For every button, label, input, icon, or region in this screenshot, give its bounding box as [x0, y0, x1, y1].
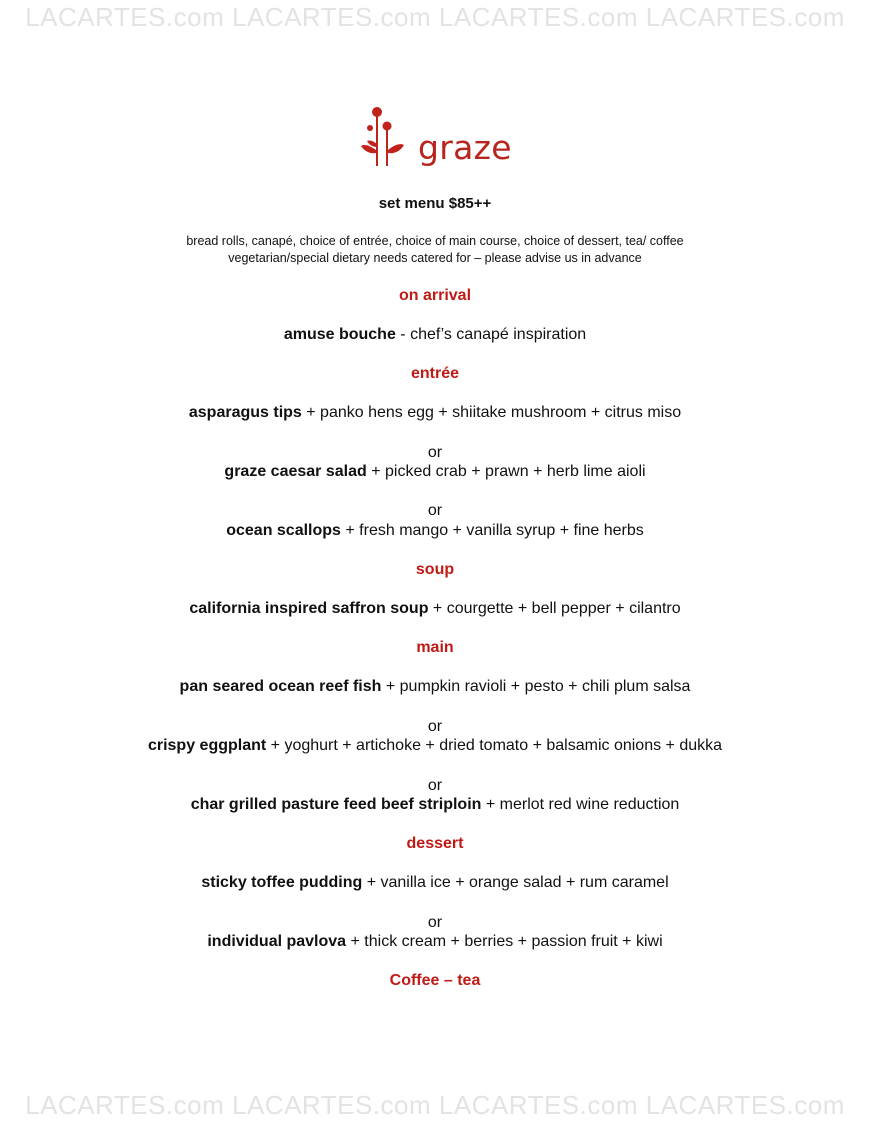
section-heading-main: main — [416, 639, 454, 656]
section-heading-coffee-tea: Coffee – tea — [389, 972, 481, 989]
dish-desc: + yoghurt + artichoke + dried tomato + balsamic onions + dukka — [266, 737, 723, 754]
dish-saffron-soup — [0, 600, 870, 618]
watermark-top: LACARTES.com LACARTES.com LACARTES.com LACARTES.com — [25, 2, 845, 32]
intro-line-2: vegetarian/special dietary needs catered for – please advise us in advance — [228, 251, 642, 265]
dish-beef-striploin — [0, 796, 870, 814]
dish-name: graze caesar salad — [224, 463, 367, 480]
dish-crispy-eggplant — [0, 737, 870, 755]
or-separator: or — [427, 502, 443, 519]
or-separator: or — [427, 914, 443, 931]
dish-name: pan seared ocean reef fish — [179, 678, 382, 695]
dish-desc: + courgette + bell pepper + cilantro — [428, 600, 681, 617]
section-heading-dessert: dessert — [406, 835, 464, 852]
intro-line-1: bread rolls, canapé, choice of entrée, choice of main course, choice of dessert, tea/ coffee — [186, 234, 684, 248]
dish-asparagus-tips — [0, 404, 870, 422]
dish-amuse-bouche — [0, 326, 870, 344]
dish-sticky-toffee-pudding — [0, 874, 870, 892]
graze-logo — [355, 100, 515, 175]
dish-desc: + thick cream + berries + passion fruit + kiwi — [346, 933, 663, 950]
section-heading-entree: entrée — [410, 365, 460, 382]
dish-name: individual pavlova — [207, 933, 347, 950]
menu-title: set menu $85++ — [378, 195, 492, 212]
dish-desc: + panko hens egg + shiitake mushroom + citrus miso — [301, 404, 682, 421]
dish-desc: + picked crab + prawn + herb lime aioli — [366, 463, 646, 480]
watermark-bottom: LACARTES.com LACARTES.com LACARTES.com LACARTES.com — [25, 1090, 845, 1120]
dish-name: amuse bouche — [283, 326, 396, 343]
dish-individual-pavlova — [0, 933, 870, 951]
or-separator: or — [427, 777, 443, 794]
dish-desc: + merlot red wine reduction — [481, 796, 680, 813]
dish-name: char grilled pasture feed beef striploin — [190, 796, 482, 813]
dish-name: ocean scallops — [226, 522, 341, 539]
dish-desc: + fresh mango + vanilla syrup + fine herbs — [340, 522, 644, 539]
or-separator: or — [427, 444, 443, 461]
dish-name: asparagus tips — [188, 404, 302, 421]
section-heading-arrival: on arrival — [398, 287, 472, 304]
or-separator: or — [427, 718, 443, 735]
dish-desc: + vanilla ice + orange salad + rum caramel — [362, 874, 669, 891]
dish-graze-caesar-salad — [0, 463, 870, 481]
dish-ocean-reef-fish — [0, 678, 870, 696]
dish-desc: + pumpkin ravioli + pesto + chili plum salsa — [381, 678, 691, 695]
dish-name: crispy eggplant — [147, 737, 267, 754]
dish-name: sticky toffee pudding — [201, 874, 363, 891]
section-heading-soup: soup — [415, 561, 455, 578]
dish-ocean-scallops — [0, 522, 870, 540]
logo-text: graze — [418, 128, 512, 167]
dish-desc: - chef’s canapé inspiration — [395, 326, 587, 343]
dish-name: california inspired saffron soup — [189, 600, 429, 617]
flower-logo-icon — [355, 100, 415, 175]
